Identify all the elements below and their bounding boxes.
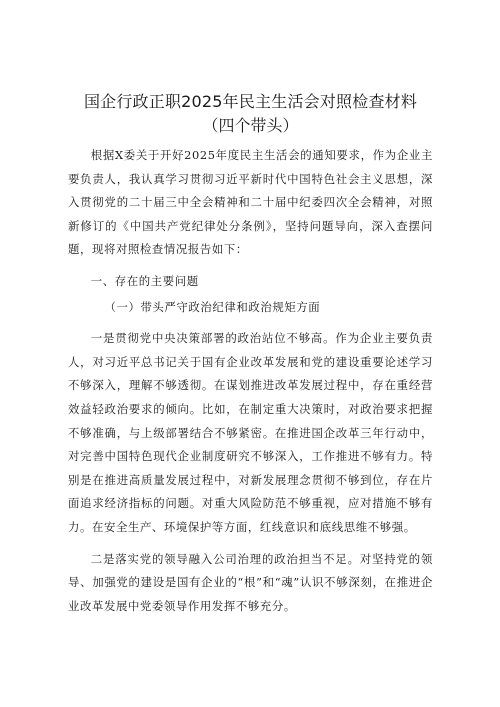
intro-paragraph: 根据X委关于开好2025年度民主生活会的通知要求，作为企业主要负责人，我认真学习贯彻习近平新时代中国特色社会主义思想，深入贯彻党的二十届三中全会精神和二十届中纪委四次全会精神，对照新修订的《中国共产党纪律处分条例》，坚持问题导向，深入查摆问题，现将对照检查情况报告如下： bbox=[68, 148, 433, 257]
body-paragraph-2: 二是落实党的领导融入公司治理的政治担当不足。对坚持党的领导、加强党的建设是国有企业的“根”和“魂”认识不够深刻，在推进企业改革发展中党委领导作用发挥不够充分。 bbox=[68, 551, 433, 613]
document-subtitle: （四个带头） bbox=[202, 116, 299, 135]
document-page bbox=[68, 90, 433, 618]
body-paragraph-1: 一是贯彻党中央决策部署的政治站位不够高。作为企业主要负责人，对习近平总书记关于国有企业改革发展和党的建设重要论述学习不够深入，理解不够透彻。在谋划推进改革发展过程中，存在重经营效益轻政治要求的倾向。比如，在制定重大决策时，对政治要求把握不够准确，与上级部署结合不够紧密。在推进国企改革三年行动中，对完善中国特色现代企业制度研究不够深入，工作推进不够有力。特别是在推进高质量发展过程中，对新发展理念贯彻不够到位，存在片面追求经济指标的问题。对重大风险防范不够重视，应对措施不够有力。在安全生产、环境保护等方面，红线意识和底线思维不够强。 bbox=[68, 331, 433, 534]
document-title: 国企行政正职2025年民主生活会对照检查材料 bbox=[83, 92, 418, 111]
subsection-heading-political-discipline: （一）带头严守政治纪律和政治规矩方面 bbox=[104, 299, 321, 314]
section-heading-problems: 一、存在的主要问题 bbox=[90, 273, 199, 288]
